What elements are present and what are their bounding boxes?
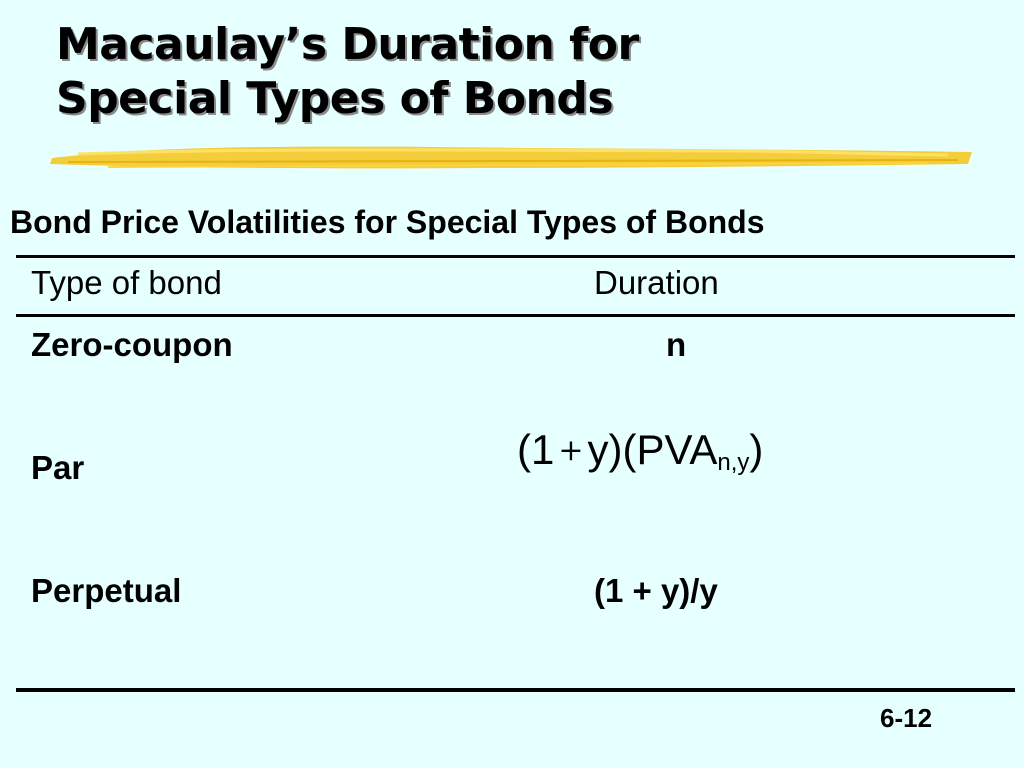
row-perpetual-duration: (1 + y)/y bbox=[594, 572, 718, 609]
header-duration: Duration bbox=[594, 264, 719, 301]
row-perpetual-type: Perpetual bbox=[31, 572, 182, 609]
row-zero-coupon-type: Zero-coupon bbox=[31, 326, 233, 363]
title-line-1: Macaulay’s Duration for bbox=[56, 19, 639, 70]
title-line-2: Special Types of Bonds bbox=[56, 73, 614, 124]
row-zero-coupon-duration: n bbox=[666, 326, 687, 363]
header-type-of-bond: Type of bond bbox=[31, 264, 222, 301]
formula-open: (1 bbox=[517, 426, 555, 473]
table-caption: Bond Price Volatilities for Special Types of Bonds bbox=[10, 204, 765, 240]
formula-plus: + bbox=[558, 433, 584, 468]
formula-close: ) bbox=[749, 426, 764, 473]
formula-body: y)(PVA bbox=[587, 426, 718, 473]
formula-subscript: n,y bbox=[717, 449, 750, 476]
page-number: 6-12 bbox=[880, 703, 933, 733]
table-top-rule bbox=[16, 255, 1015, 258]
slide-title bbox=[56, 18, 639, 126]
header-rule bbox=[16, 314, 1015, 317]
table-bottom-rule bbox=[16, 688, 1015, 692]
highlight-brush-stroke bbox=[48, 138, 976, 178]
row-par-duration-formula bbox=[517, 426, 763, 477]
row-par-type: Par bbox=[31, 449, 85, 486]
